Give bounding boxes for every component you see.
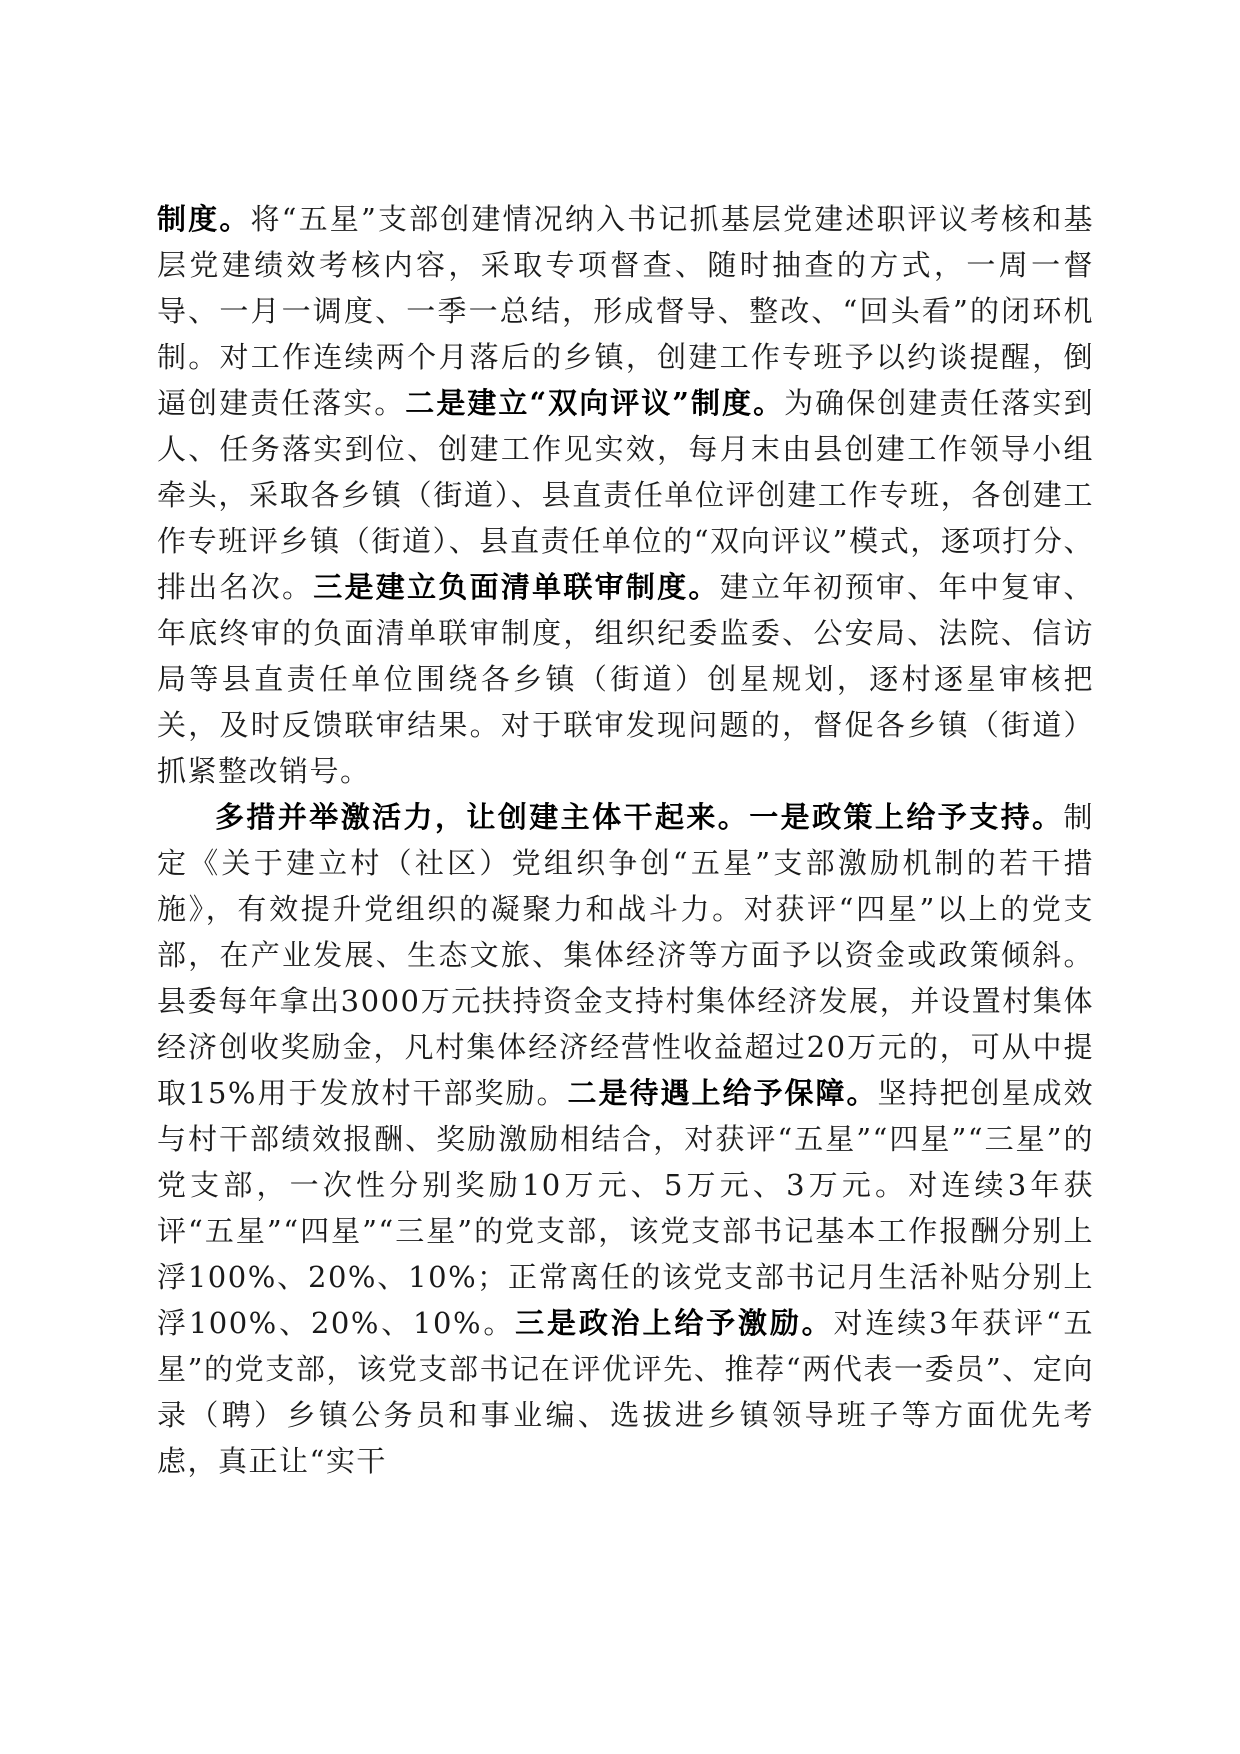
bold-heading-two-way-review: 二是建立“双向评议”制度。 (405, 386, 785, 420)
body-text: 将“五星”支部创建情况纳入书记抓基层党建述职评议考核和基层党建绩效考核内容，采取专项督查、随时抽查的方式，一周一督导、一月一调度、一季一总结，形成督导、整改、“回头看”的闭环机制。对工作连续两个月落后的乡镇，创建工作专班予以约谈提醒，倒逼创建责任落实。 (157, 202, 1094, 420)
document-page (157, 196, 1094, 1484)
body-text: 制定《关于建立村（社区）党组织争创“五星”支部激励机制的若干措施》，有效提升党组织的凝聚力和战斗力。对获评“四星”以上的党支部，在产业发展、生态文旅、集体经济等方面予以资金或政策倾斜。县委每年拿出3000万元扶持资金支持村集体经济发展，并设置村集体经济创收奖励金，凡村集体经济经营性收益超过20万元的，可从中提取15%用于发放村干部奖励。 (157, 800, 1094, 1110)
bold-heading-negative-list: 三是建立负面清单联审制度。 (313, 570, 720, 604)
paragraph-incentives (157, 794, 1094, 1484)
bold-heading-political: 三是政治上给予激励。 (515, 1306, 834, 1340)
body-text: 坚持把创星成效与村干部绩效报酬、奖励激励相结合，对获评“五星”“四星”“三星”的党支部，一次性分别奖励10万元、5万元、3万元。对连续3年获评“五星”“四星”“三星”的党支部，该党支部书记基本工作报酬分别上浮100%、20%、10%；正常离任的该党支部书记月生活补贴分别上浮100%、20%、10%。 (157, 1076, 1094, 1340)
body-text: 建立年初预审、年中复审、年底终审的负面清单联审制度，组织纪委监委、公安局、法院、信访局等县直责任单位围绕各乡镇（街道）创星规划，逐村逐星审核把关，及时反馈联审结果。对于联审发现问题的，督促各乡镇（街道）抓紧整改销号。 (157, 570, 1094, 788)
bold-heading-treatment: 二是待遇上给予保障。 (567, 1076, 878, 1110)
body-text: 为确保创建责任落实到人、任务落实到位、创建工作见实效，每月末由县创建工作领导小组牵头，采取各乡镇（街道）、县直责任单位评创建工作专班，各创建工作专班评乡镇（街道）、县直责任单位的“双向评议”模式，逐项打分、排出名次。 (157, 386, 1094, 604)
body-text: 对连续3年获评“五星”的党支部，该党支部书记在评优评先、推荐“两代表一委员”、定向录（聘）乡镇公务员和事业编、选拔进乡镇领导班子等方面优先考虑，真正让“实干 (157, 1306, 1094, 1478)
paragraph-assessment-system (157, 196, 1094, 794)
bold-heading-system: 制度。 (157, 202, 251, 236)
bold-heading-incentives-policy: 多措并举激活力，让创建主体干起来。一是政策上给予支持。 (215, 800, 1064, 834)
